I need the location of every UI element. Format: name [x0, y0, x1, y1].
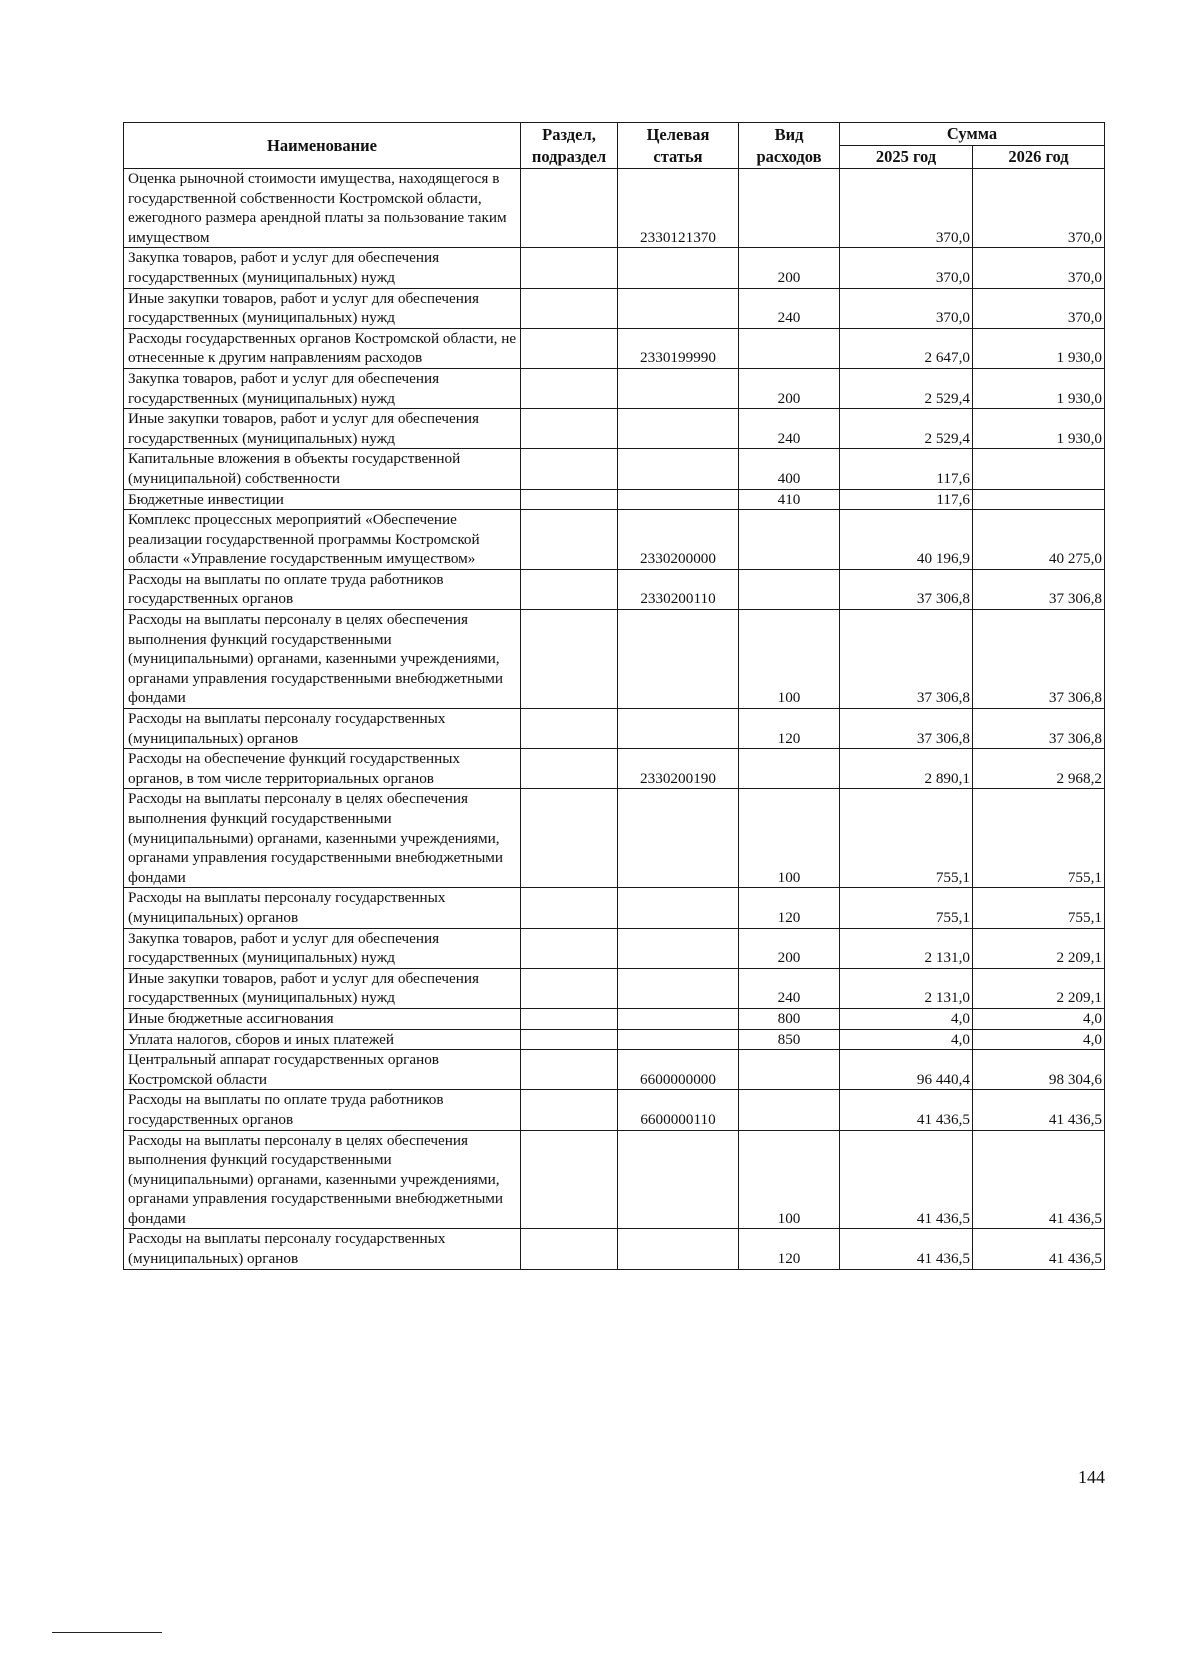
cell-2026: 41 436,5 — [973, 1130, 1105, 1229]
cell-name: Бюджетные инвестиции — [124, 489, 521, 510]
cell-target — [618, 368, 739, 408]
cell-name: Центральный аппарат государственных органов Костромской области — [124, 1050, 521, 1090]
cell-2025: 2 529,4 — [840, 368, 973, 408]
cell-2026: 370,0 — [973, 169, 1105, 248]
cell-name: Закупка товаров, работ и услуг для обеспечения государственных (муниципальных) нужд — [124, 928, 521, 968]
cell-2026: 41 436,5 — [973, 1229, 1105, 1269]
cell-2025: 41 436,5 — [840, 1229, 973, 1269]
cell-type: 120 — [739, 1229, 840, 1269]
table-row — [124, 1130, 1105, 1229]
cell-type: 120 — [739, 888, 840, 928]
table-row — [124, 449, 1105, 489]
cell-section — [521, 1130, 618, 1229]
cell-type: 200 — [739, 248, 840, 288]
cell-2025: 37 306,8 — [840, 610, 973, 709]
table-row — [124, 709, 1105, 749]
cell-target: 6600000000 — [618, 1050, 739, 1090]
cell-2025: 4,0 — [840, 1029, 973, 1050]
cell-2026: 37 306,8 — [973, 569, 1105, 609]
cell-section — [521, 1029, 618, 1050]
cell-section — [521, 449, 618, 489]
cell-target: 2330200110 — [618, 569, 739, 609]
cell-target — [618, 489, 739, 510]
cell-2025: 2 529,4 — [840, 409, 973, 449]
cell-2026: 98 304,6 — [973, 1050, 1105, 1090]
cell-2026: 370,0 — [973, 248, 1105, 288]
cell-2026 — [973, 489, 1105, 510]
cell-type: 120 — [739, 709, 840, 749]
cell-target: 6600000110 — [618, 1090, 739, 1130]
cell-section — [521, 409, 618, 449]
cell-type: 240 — [739, 968, 840, 1008]
cell-section — [521, 789, 618, 888]
cell-target: 2330200000 — [618, 510, 739, 570]
cell-name: Расходы на выплаты персоналу в целях обеспечения выполнения функций государственными (муниципальными) органами, казенными учреждениями, органами управления государственными внебюджетными фондами — [124, 610, 521, 709]
cell-2025: 41 436,5 — [840, 1130, 973, 1229]
cell-target: 2330200190 — [618, 749, 739, 789]
cell-section — [521, 569, 618, 609]
table-row — [124, 789, 1105, 888]
cell-2025: 37 306,8 — [840, 569, 973, 609]
cell-2025: 370,0 — [840, 288, 973, 328]
header-2025: 2025 год — [840, 146, 973, 169]
cell-2025: 41 436,5 — [840, 1090, 973, 1130]
cell-2025: 4,0 — [840, 1008, 973, 1029]
cell-2026: 755,1 — [973, 789, 1105, 888]
cell-name: Уплата налогов, сборов и иных платежей — [124, 1029, 521, 1050]
cell-section — [521, 888, 618, 928]
cell-2025: 40 196,9 — [840, 510, 973, 570]
cell-type — [739, 169, 840, 248]
cell-section — [521, 1008, 618, 1029]
cell-target — [618, 1008, 739, 1029]
cell-name: Расходы на выплаты персоналу в целях обеспечения выполнения функций государственными (муниципальными) органами, казенными учреждениями, органами управления государственными внебюджетными фондами — [124, 1130, 521, 1229]
cell-name: Оценка рыночной стоимости имущества, находящегося в государственной собственности Костромской области, ежегодного размера арендной платы за пользование таким имуществом — [124, 169, 521, 248]
cell-2026: 755,1 — [973, 888, 1105, 928]
cell-2026: 40 275,0 — [973, 510, 1105, 570]
cell-2025: 37 306,8 — [840, 709, 973, 749]
cell-name: Иные закупки товаров, работ и услуг для обеспечения государственных (муниципальных) нужд — [124, 409, 521, 449]
cell-target — [618, 1130, 739, 1229]
cell-type: 200 — [739, 368, 840, 408]
cell-name: Иные закупки товаров, работ и услуг для обеспечения государственных (муниципальных) нужд — [124, 288, 521, 328]
cell-2026: 370,0 — [973, 288, 1105, 328]
cell-section — [521, 749, 618, 789]
cell-2026: 1 930,0 — [973, 328, 1105, 368]
cell-type: 240 — [739, 288, 840, 328]
cell-type: 410 — [739, 489, 840, 510]
budget-table — [123, 122, 1105, 1270]
cell-type: 100 — [739, 610, 840, 709]
table-row — [124, 749, 1105, 789]
cell-2026: 4,0 — [973, 1008, 1105, 1029]
cell-2026: 2 209,1 — [973, 928, 1105, 968]
header-target: Целевая статья — [618, 123, 739, 169]
cell-section — [521, 368, 618, 408]
cell-section — [521, 968, 618, 1008]
cell-name: Расходы на выплаты персоналу в целях обеспечения выполнения функций государственными (муниципальными) органами, казенными учреждениями, органами управления государственными внебюджетными фондами — [124, 789, 521, 888]
cell-2025: 2 647,0 — [840, 328, 973, 368]
cell-section — [521, 1229, 618, 1269]
cell-2025: 117,6 — [840, 449, 973, 489]
cell-target — [618, 1029, 739, 1050]
cell-2025: 755,1 — [840, 888, 973, 928]
cell-section — [521, 709, 618, 749]
table-row — [124, 169, 1105, 248]
cell-section — [521, 328, 618, 368]
cell-target — [618, 1229, 739, 1269]
cell-target — [618, 288, 739, 328]
cell-target — [618, 888, 739, 928]
table-row — [124, 248, 1105, 288]
header-name: Наименование — [124, 123, 521, 169]
cell-type — [739, 328, 840, 368]
cell-name: Расходы государственных органов Костромской области, не отнесенные к другим направлениям расходов — [124, 328, 521, 368]
header-type: Вид расходов — [739, 123, 840, 169]
cell-name: Расходы на выплаты персоналу государственных (муниципальных) органов — [124, 1229, 521, 1269]
cell-target — [618, 449, 739, 489]
cell-2025: 370,0 — [840, 248, 973, 288]
cell-target — [618, 789, 739, 888]
cell-section — [521, 248, 618, 288]
table-row — [124, 1029, 1105, 1050]
cell-2026: 37 306,8 — [973, 709, 1105, 749]
cell-target — [618, 928, 739, 968]
table-row — [124, 1008, 1105, 1029]
cell-target — [618, 610, 739, 709]
page-number: 144 — [1078, 1467, 1105, 1487]
cell-type — [739, 1090, 840, 1130]
table-row — [124, 409, 1105, 449]
cell-2026: 41 436,5 — [973, 1090, 1105, 1130]
cell-section — [521, 1050, 618, 1090]
cell-name: Комплекс процессных мероприятий «Обеспечение реализации государственной программы Костромской области «Управление государственным имуществом» — [124, 510, 521, 570]
header-sum: Сумма — [840, 123, 1105, 146]
cell-type — [739, 510, 840, 570]
cell-type — [739, 749, 840, 789]
cell-section — [521, 610, 618, 709]
table-row — [124, 1229, 1105, 1269]
cell-target: 2330121370 — [618, 169, 739, 248]
cell-2026: 2 968,2 — [973, 749, 1105, 789]
cell-2025: 2 131,0 — [840, 928, 973, 968]
cell-2026: 2 209,1 — [973, 968, 1105, 1008]
cell-type: 100 — [739, 1130, 840, 1229]
cell-name: Расходы на выплаты персоналу государственных (муниципальных) органов — [124, 709, 521, 749]
cell-2025: 117,6 — [840, 489, 973, 510]
cell-target — [618, 968, 739, 1008]
cell-section — [521, 489, 618, 510]
cell-name: Капитальные вложения в объекты государственной (муниципальной) собственности — [124, 449, 521, 489]
cell-name: Закупка товаров, работ и услуг для обеспечения государственных (муниципальных) нужд — [124, 248, 521, 288]
cell-type — [739, 1050, 840, 1090]
cell-name: Расходы на обеспечение функций государственных органов, в том числе территориальных органов — [124, 749, 521, 789]
cell-2026: 4,0 — [973, 1029, 1105, 1050]
cell-name: Расходы на выплаты персоналу государственных (муниципальных) органов — [124, 888, 521, 928]
table-row — [124, 489, 1105, 510]
cell-2025: 96 440,4 — [840, 1050, 973, 1090]
table-row — [124, 610, 1105, 709]
cell-target — [618, 409, 739, 449]
table-row — [124, 1050, 1105, 1090]
cell-section — [521, 928, 618, 968]
footnote-divider — [52, 1632, 162, 1633]
cell-2025: 370,0 — [840, 169, 973, 248]
table-row — [124, 928, 1105, 968]
cell-2026: 1 930,0 — [973, 368, 1105, 408]
cell-section — [521, 510, 618, 570]
cell-type: 100 — [739, 789, 840, 888]
cell-target — [618, 248, 739, 288]
table-row — [124, 328, 1105, 368]
cell-type: 240 — [739, 409, 840, 449]
cell-section — [521, 1090, 618, 1130]
cell-2026 — [973, 449, 1105, 489]
budget-table-container — [123, 122, 1104, 1270]
cell-type: 400 — [739, 449, 840, 489]
cell-type: 200 — [739, 928, 840, 968]
cell-2025: 755,1 — [840, 789, 973, 888]
cell-name: Расходы на выплаты по оплате труда работников государственных органов — [124, 569, 521, 609]
table-row — [124, 1090, 1105, 1130]
table-row — [124, 569, 1105, 609]
table-body — [124, 169, 1105, 1270]
cell-name: Закупка товаров, работ и услуг для обеспечения государственных (муниципальных) нужд — [124, 368, 521, 408]
cell-target: 2330199990 — [618, 328, 739, 368]
cell-target — [618, 709, 739, 749]
table-row — [124, 510, 1105, 570]
cell-name: Иные закупки товаров, работ и услуг для обеспечения государственных (муниципальных) нужд — [124, 968, 521, 1008]
cell-type: 800 — [739, 1008, 840, 1029]
cell-type — [739, 569, 840, 609]
table-row — [124, 288, 1105, 328]
table-row — [124, 368, 1105, 408]
header-section: Раздел, подраздел — [521, 123, 618, 169]
table-row — [124, 968, 1105, 1008]
cell-2025: 2 890,1 — [840, 749, 973, 789]
cell-type: 850 — [739, 1029, 840, 1050]
cell-2025: 2 131,0 — [840, 968, 973, 1008]
cell-2026: 1 930,0 — [973, 409, 1105, 449]
header-2026: 2026 год — [973, 146, 1105, 169]
table-row — [124, 888, 1105, 928]
cell-section — [521, 169, 618, 248]
cell-name: Иные бюджетные ассигнования — [124, 1008, 521, 1029]
cell-2026: 37 306,8 — [973, 610, 1105, 709]
cell-section — [521, 288, 618, 328]
cell-name: Расходы на выплаты по оплате труда работников государственных органов — [124, 1090, 521, 1130]
